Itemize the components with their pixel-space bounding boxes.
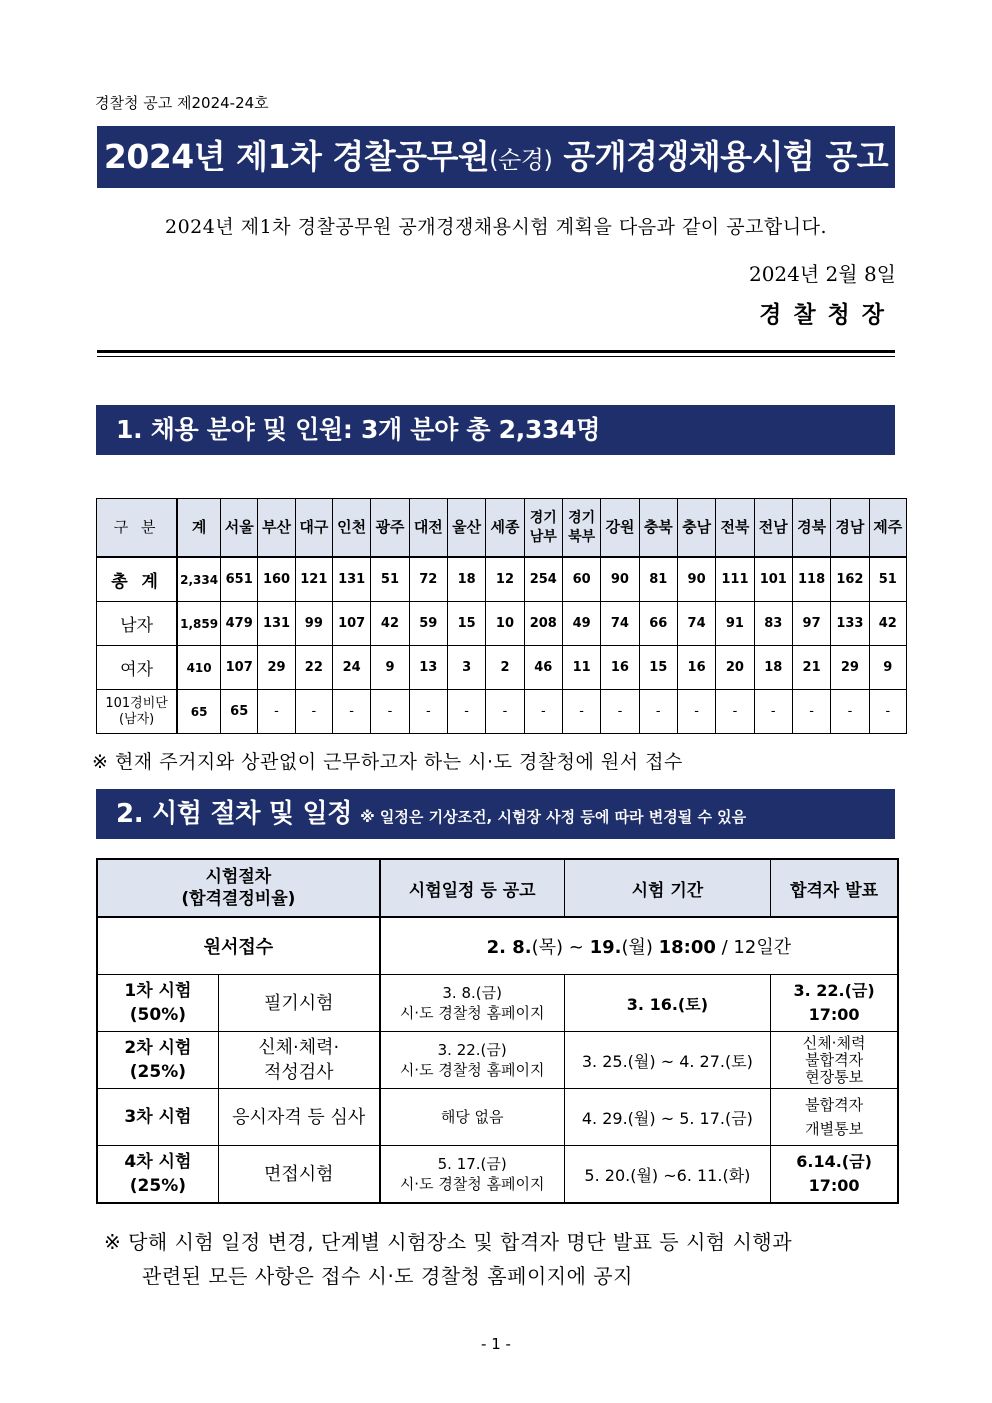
stage-result: 3. 22.(금) 17:00 <box>771 975 898 1032</box>
table-row <box>97 602 907 646</box>
table-cell: 162 <box>831 557 869 602</box>
stage-label: 2차 시험 (25%) <box>97 1032 218 1089</box>
table-row <box>97 646 907 690</box>
table-cell: - <box>258 690 295 734</box>
table-cell: 72 <box>409 557 447 602</box>
table-cell: 46 <box>524 646 562 690</box>
header-notice: 시험일정 등 공고 <box>380 859 564 917</box>
table-cell: - <box>639 690 677 734</box>
stage-result: 불합격자 개별통보 <box>771 1089 898 1146</box>
table-cell: 160 <box>258 557 295 602</box>
column-header: 경기 남부 <box>524 499 562 558</box>
table-cell: - <box>677 690 715 734</box>
stage-result: 6.14.(금) 17:00 <box>771 1146 898 1204</box>
table-cell: 90 <box>601 557 639 602</box>
section2-title: 2. 시험 절차 및 일정 <box>116 799 353 829</box>
table-cell: 65 <box>177 690 220 734</box>
table-cell: - <box>447 690 485 734</box>
table-cell: 99 <box>295 602 332 646</box>
table-cell: 74 <box>677 602 715 646</box>
table-cell: 42 <box>371 602 409 646</box>
schedule-header-row <box>97 859 898 917</box>
table-cell: 3 <box>447 646 485 690</box>
application-row <box>97 917 898 975</box>
stage-label: 3차 시험 <box>97 1089 218 1146</box>
table-cell: 651 <box>221 557 258 602</box>
table-cell: 479 <box>221 602 258 646</box>
table-cell: - <box>601 690 639 734</box>
table-cell: - <box>332 690 370 734</box>
table-cell: - <box>792 690 830 734</box>
schedule-table <box>96 858 899 1204</box>
table-cell: 107 <box>332 602 370 646</box>
column-header: 구 분 <box>97 499 178 558</box>
table-cell: 1,859 <box>177 602 220 646</box>
column-header: 전북 <box>716 499 754 558</box>
recruitment-header-row <box>97 499 907 558</box>
table-cell: 90 <box>677 557 715 602</box>
header-procedure: 시험절차 (합격결정비율) <box>97 859 380 917</box>
table-cell: - <box>295 690 332 734</box>
table-cell: - <box>754 690 792 734</box>
table-row <box>97 690 907 734</box>
table-cell: 118 <box>792 557 830 602</box>
table-cell: 83 <box>754 602 792 646</box>
table-cell: 410 <box>177 646 220 690</box>
column-header: 부산 <box>258 499 295 558</box>
row-label: 남자 <box>97 602 178 646</box>
column-header: 충북 <box>639 499 677 558</box>
table-cell: 11 <box>562 646 600 690</box>
column-header: 제주 <box>869 499 906 558</box>
row-label: 총 계 <box>97 557 178 602</box>
table-cell: 111 <box>716 557 754 602</box>
table-cell: 81 <box>639 557 677 602</box>
table-cell: 42 <box>869 602 906 646</box>
column-header: 계 <box>177 499 220 558</box>
column-header: 광주 <box>371 499 409 558</box>
stage-row <box>97 1032 898 1089</box>
note-line-2: 관련된 모든 사항은 접수 시·도 경찰청 홈페이지에 공지 <box>142 1264 633 1288</box>
document-title <box>97 126 895 188</box>
table-cell: 13 <box>409 646 447 690</box>
table-cell: 18 <box>754 646 792 690</box>
table-cell: 18 <box>447 557 485 602</box>
table-cell: 208 <box>524 602 562 646</box>
table-cell: 254 <box>524 557 562 602</box>
stage-type: 면접시험 <box>218 1146 379 1204</box>
table-cell: 101 <box>754 557 792 602</box>
section2-subtitle: ※ 일정은 기상조건, 시험장 사정 등에 따라 변경될 수 있음 <box>360 808 747 826</box>
stage-period: 3. 16.(토) <box>564 975 771 1032</box>
section2-note <box>104 1225 792 1293</box>
table-cell: 131 <box>258 602 295 646</box>
column-header: 경북 <box>792 499 830 558</box>
stage-notice: 3. 22.(금) 시·도 경찰청 홈페이지 <box>380 1032 564 1089</box>
note-line-1: ※ 당해 시험 일정 변경, 단계별 시험장소 및 합격자 명단 발표 등 시험 시행과 <box>104 1230 793 1254</box>
table-cell: 10 <box>486 602 524 646</box>
table-cell: - <box>486 690 524 734</box>
stage-type: 필기시험 <box>218 975 379 1032</box>
table-cell: 29 <box>831 646 869 690</box>
section1-note: ※ 현재 주거지와 상관없이 근무하고자 하는 시·도 경찰청에 원서 접수 <box>92 751 683 773</box>
table-cell: 97 <box>792 602 830 646</box>
application-period <box>380 917 898 975</box>
column-header: 대구 <box>295 499 332 558</box>
stage-notice: 3. 8.(금) 시·도 경찰청 홈페이지 <box>380 975 564 1032</box>
intro-text: 2024년 제1차 경찰공무원 공개경쟁채용시험 계획을 다음과 같이 공고합니다. <box>164 216 828 238</box>
table-row <box>97 557 907 602</box>
column-header: 경남 <box>831 499 869 558</box>
stage-type: 신체·체력· 적성검사 <box>218 1032 379 1089</box>
table-cell: - <box>869 690 906 734</box>
stage-period: 3. 25.(월) ~ 4. 27.(토) <box>564 1032 771 1089</box>
stage-row <box>97 1146 898 1204</box>
table-cell: 16 <box>677 646 715 690</box>
stage-label: 1차 시험 (50%) <box>97 975 218 1032</box>
row-label: 101경비단 (남자) <box>97 690 178 734</box>
table-cell: - <box>371 690 409 734</box>
table-cell: 2,334 <box>177 557 220 602</box>
stage-row <box>97 975 898 1032</box>
table-cell: - <box>716 690 754 734</box>
notice-date: 2024년 2월 8일 <box>748 262 896 286</box>
header-period: 시험 기간 <box>564 859 771 917</box>
table-cell: 20 <box>716 646 754 690</box>
stage-label: 4차 시험 (25%) <box>97 1146 218 1204</box>
title-part-c: 공개경쟁채용시험 공고 <box>552 137 889 176</box>
table-cell: 74 <box>601 602 639 646</box>
table-cell: 22 <box>295 646 332 690</box>
table-cell: 9 <box>371 646 409 690</box>
column-header: 강원 <box>601 499 639 558</box>
table-cell: 24 <box>332 646 370 690</box>
table-cell: 131 <box>332 557 370 602</box>
column-header: 인천 <box>332 499 370 558</box>
table-cell: 9 <box>869 646 906 690</box>
table-cell: 12 <box>486 557 524 602</box>
table-cell: - <box>831 690 869 734</box>
table-cell: 15 <box>639 646 677 690</box>
signer: 경찰청장 <box>759 301 896 328</box>
recruitment-table <box>96 498 907 734</box>
table-cell: 91 <box>716 602 754 646</box>
app-start-day: 2. 8. <box>486 937 532 958</box>
app-end-time: 18:00 <box>658 937 716 958</box>
header-result: 합격자 발표 <box>771 859 898 917</box>
table-cell: 107 <box>221 646 258 690</box>
table-cell: - <box>562 690 600 734</box>
column-header: 서울 <box>221 499 258 558</box>
stage-notice: 5. 17.(금) 시·도 경찰청 홈페이지 <box>380 1146 564 1204</box>
divider-thick <box>97 350 895 353</box>
app-end-day: 19. <box>589 937 622 958</box>
app-end-weekday: (월) <box>621 937 659 958</box>
stage-row <box>97 1089 898 1146</box>
table-cell: 51 <box>371 557 409 602</box>
table-cell: 66 <box>639 602 677 646</box>
table-cell: 59 <box>409 602 447 646</box>
notice-number: 경찰청 공고 제2024-24호 <box>95 94 269 112</box>
table-cell: 133 <box>831 602 869 646</box>
title-part-a: 2024년 제1차 경찰공무원 <box>103 137 490 176</box>
stage-period: 5. 20.(월) ~6. 11.(화) <box>564 1146 771 1204</box>
table-cell: 15 <box>447 602 485 646</box>
section2-heading <box>96 789 895 839</box>
table-cell: 121 <box>295 557 332 602</box>
stage-result: 신체·체력 불합격자 현장통보 <box>771 1032 898 1089</box>
column-header: 전남 <box>754 499 792 558</box>
page-number: - 1 - <box>481 1335 511 1353</box>
stage-notice: 해당 없음 <box>380 1089 564 1146</box>
app-start-weekday: (목) ~ <box>531 937 590 958</box>
column-header: 충남 <box>677 499 715 558</box>
row-label: 여자 <box>97 646 178 690</box>
table-cell: 16 <box>601 646 639 690</box>
column-header: 경기 북부 <box>562 499 600 558</box>
table-cell: - <box>409 690 447 734</box>
divider-thin <box>97 356 895 357</box>
table-cell: 65 <box>221 690 258 734</box>
section1-heading: 1. 채용 분야 및 인원: 3개 분야 총 2,334명 <box>96 405 895 455</box>
table-cell: 51 <box>869 557 906 602</box>
stage-type: 응시자격 등 심사 <box>218 1089 379 1146</box>
column-header: 세종 <box>486 499 524 558</box>
application-label: 원서접수 <box>97 917 380 975</box>
table-cell: 2 <box>486 646 524 690</box>
table-cell: 60 <box>562 557 600 602</box>
table-cell: - <box>524 690 562 734</box>
column-header: 울산 <box>447 499 485 558</box>
column-header: 대전 <box>409 499 447 558</box>
title-part-b: (순경) <box>489 146 553 174</box>
stage-period: 4. 29.(월) ~ 5. 17.(금) <box>564 1089 771 1146</box>
table-cell: 21 <box>792 646 830 690</box>
app-duration: / 12일간 <box>715 937 792 958</box>
table-cell: 49 <box>562 602 600 646</box>
table-cell: 29 <box>258 646 295 690</box>
